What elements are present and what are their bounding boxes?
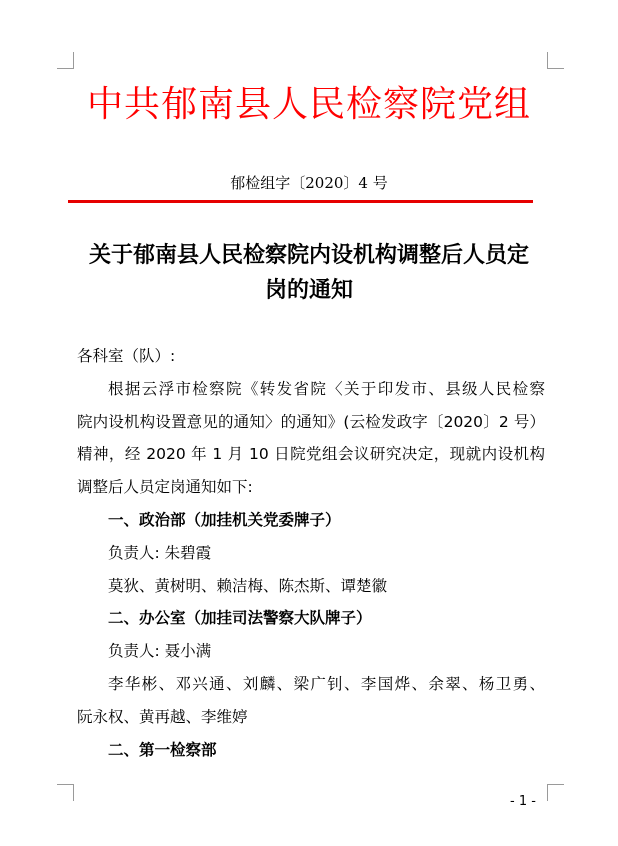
section-heading: 二、办公室（加挂司法警察大队牌子） xyxy=(108,609,372,628)
section-members: 莫狄、黄树明、赖洁梅、陈杰斯、谭楚徽 xyxy=(108,576,388,595)
issuing-organization: 中共郁南县人民检察院党组 xyxy=(86,84,531,125)
section-heading: 一、政治部（加挂机关党委牌子） xyxy=(108,510,341,529)
intro-line: 调整后人员定岗通知如下: xyxy=(77,478,253,497)
section-leader: 负责人: 聂小满 xyxy=(108,642,212,661)
salutation: 各科室（队）: xyxy=(77,347,176,365)
crop-mark-bottom-left xyxy=(57,784,74,801)
crop-mark-top-right xyxy=(547,52,564,69)
page-number: - 1 - xyxy=(510,794,536,809)
intro-line: 精神，经 2020 年 1 月 10 日院党组会议研究决定，现就内设机构 xyxy=(77,445,545,464)
section-members: 阮永权、黄再越、李维婷 xyxy=(77,707,248,726)
intro-line: 院内设机构设置意见的通知〉的通知》(云检发政字〔2020〕2 号） xyxy=(77,412,545,431)
red-divider xyxy=(68,200,533,203)
document-body xyxy=(77,340,545,766)
intro-line: 根据云浮市检察院《转发省院〈关于印发市、县级人民检察 xyxy=(108,379,545,398)
section-members: 李华彬、邓兴通、刘麟、梁广钊、李国烨、余翠、杨卫勇、 xyxy=(108,674,545,693)
crop-mark-bottom-right xyxy=(547,784,564,801)
title-line: 岗的通知 xyxy=(264,277,353,303)
document-number: 郁检组字〔2020〕4 号 xyxy=(230,174,388,192)
document-title xyxy=(60,238,558,308)
section-heading: 二、第一检察部 xyxy=(108,740,217,759)
section-leader: 负责人: 朱碧霞 xyxy=(108,543,212,562)
title-line: 关于郁南县人民检察院内设机构调整后人员定 xyxy=(88,242,529,268)
crop-mark-top-left xyxy=(57,52,74,69)
